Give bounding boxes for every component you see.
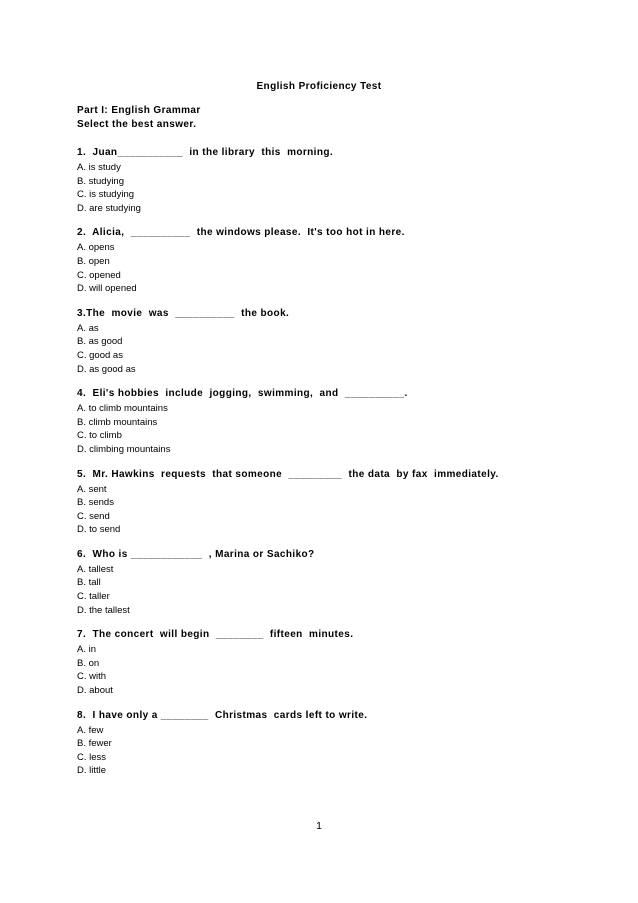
answer-option-c: C. with bbox=[77, 671, 107, 683]
question-stem: 8. I have only a ________ Christmas cards left to write. bbox=[77, 709, 368, 721]
answer-option-a: A. in bbox=[77, 644, 97, 656]
answer-option-d: D. are studying bbox=[77, 202, 141, 214]
answer-option-c: C. is studying bbox=[77, 189, 135, 201]
answer-option-a: A. to climb mountains bbox=[77, 403, 168, 415]
question-stem: 1. Juan___________ in the library this morning. bbox=[77, 147, 334, 158]
question-2 bbox=[77, 226, 577, 295]
answer-option-b: B. studying bbox=[77, 175, 124, 187]
answer-option-c: C. good as bbox=[77, 349, 123, 361]
answer-option-d: D. to send bbox=[77, 524, 121, 536]
answer-option-a: A. is study bbox=[77, 162, 121, 173]
answer-option-b: B. fewer bbox=[77, 738, 112, 750]
question-stem: 7. The concert will begin ________ fifteen minutes. bbox=[77, 629, 354, 641]
answer-option-a: A. tallest bbox=[77, 563, 114, 575]
answer-option-b: B. climb mountains bbox=[77, 416, 158, 428]
answer-option-a: A. opens bbox=[77, 242, 115, 254]
question-3 bbox=[77, 307, 577, 376]
answer-option-a: A. sent bbox=[77, 483, 107, 495]
question-6 bbox=[77, 548, 577, 617]
answer-option-c: C. to climb bbox=[77, 430, 122, 442]
instruction: Select the best answer. bbox=[77, 119, 197, 130]
question-5 bbox=[77, 468, 577, 537]
answer-option-b: B. sends bbox=[77, 497, 114, 509]
question-stem: 5. Mr. Hawkins requests that someone _________ the data by fax immediately. bbox=[77, 468, 499, 480]
question-stem: 4. Eli's hobbies include jogging, swimming, and __________. bbox=[77, 388, 408, 400]
question-1 bbox=[77, 146, 577, 215]
answer-option-d: D. as good as bbox=[77, 363, 136, 375]
question-stem: 6. Who is ____________ , Marina or Sachiko? bbox=[77, 548, 315, 560]
question-list bbox=[77, 146, 577, 778]
part-header bbox=[77, 104, 201, 132]
answer-option-b: B. on bbox=[77, 657, 100, 669]
answer-option-c: C. taller bbox=[77, 591, 110, 603]
answer-option-b: B. tall bbox=[77, 577, 101, 589]
answer-option-c: C. opened bbox=[77, 269, 121, 281]
answer-option-c: C. send bbox=[77, 510, 110, 522]
question-stem: 2. Alicia, __________ the windows please. It's too hot in here. bbox=[77, 227, 405, 239]
answer-option-d: D. climbing mountains bbox=[77, 443, 171, 455]
answer-option-d: D. the tallest bbox=[77, 604, 130, 616]
answer-option-d: D. will opened bbox=[77, 283, 137, 295]
answer-option-d: D. about bbox=[77, 685, 113, 697]
question-4 bbox=[77, 387, 577, 456]
answer-option-c: C. less bbox=[77, 751, 107, 763]
question-7 bbox=[77, 628, 577, 697]
question-8 bbox=[77, 709, 577, 778]
answer-option-b: B. open bbox=[77, 255, 110, 267]
answer-option-b: B. as good bbox=[77, 336, 123, 348]
answer-option-a: A. few bbox=[77, 724, 104, 736]
page-number: 1 bbox=[316, 820, 322, 832]
part-title: Part I: English Grammar bbox=[77, 105, 201, 116]
answer-option-a: A. as bbox=[77, 322, 99, 334]
question-stem: 3.The movie was __________ the book. bbox=[77, 307, 290, 319]
document-title: English Proficiency Test bbox=[256, 81, 382, 92]
answer-option-d: D. little bbox=[77, 765, 107, 777]
